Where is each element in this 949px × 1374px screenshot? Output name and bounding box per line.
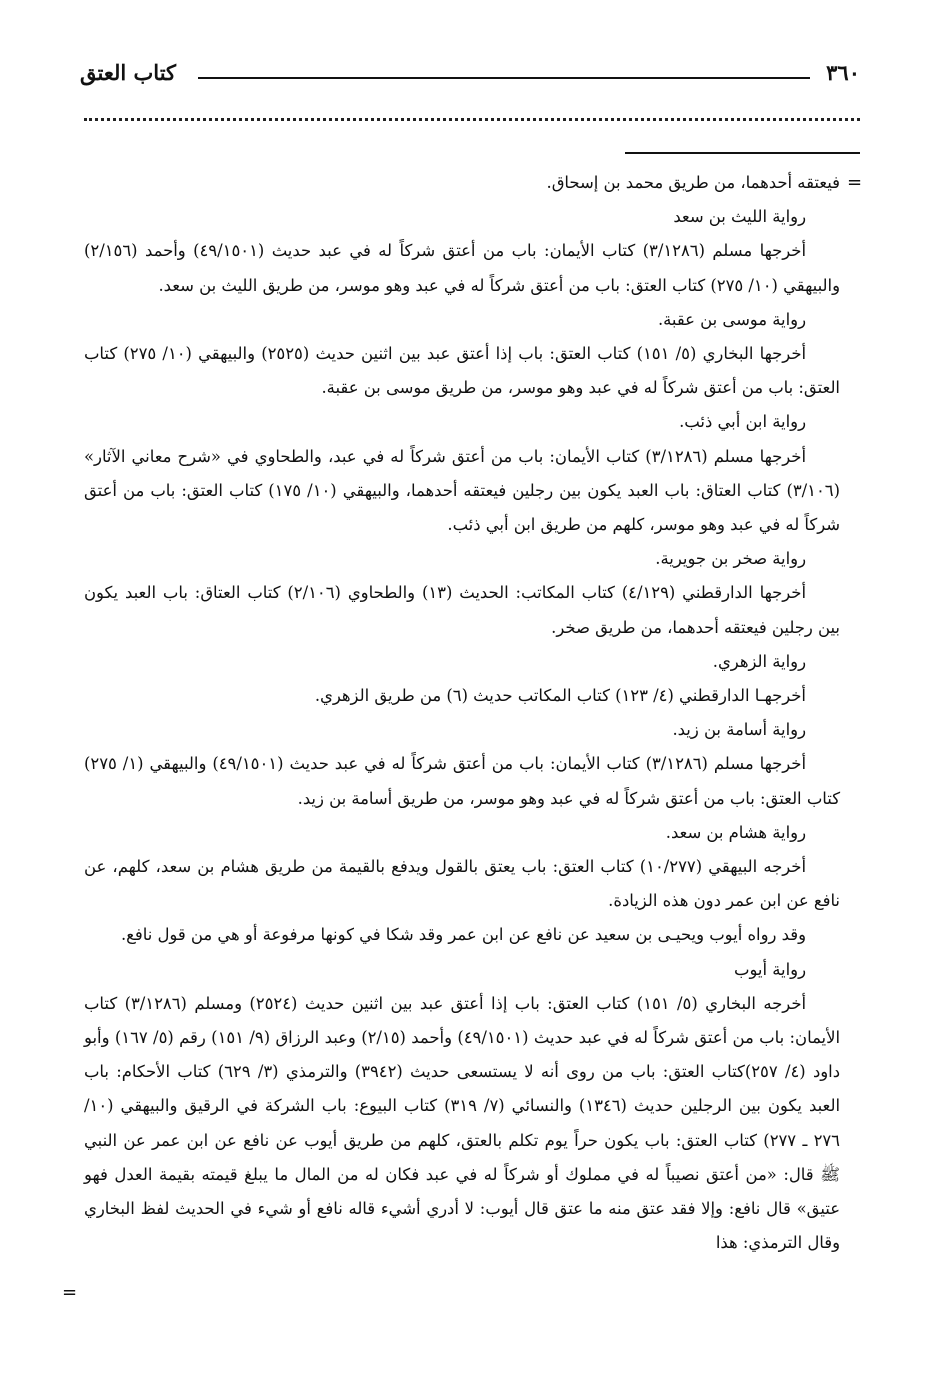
page-number: ٣٦٠: [826, 60, 860, 85]
text-line: أخرجها مسلم (٣/١٢٨٦) كتاب الأيمان: باب من أعتق شركاً له في عبد، والطحاوي في «شرح معاني الآثار» (٣/١٠٦) كتاب العتاق: باب العبد يكون بين رجلين فيعتقه أحدهما، والبيهقي (١٠/ ١٧٥) كتاب العتق: باب من أعتق شركاً له في عبد وهو موسر، كلهم من طريق ابن أبي ذئب.: [84, 446, 841, 535]
text-line: أخرجه البخاري (٥/ ١٥١) كتاب العتق: باب إذا أعتق عبد بين اثنين حديث (٢٥٢٤) ومسلم (٣/١٢٨٦) كتاب الأيمان: باب من أعتق شركاً له في عبد حديث (٤٩/١٥٠١) وأحمد (٢/١٥) وعبد الرزاق (٩/ ١٥١) رقم (٥/ ١٦٧) وأبو داود (٤/ ٢٥٧)كتاب العتق: باب من روى أنه لا يستسعى حديث (٣٩٤٢) والترمذي (٣/ ٦٢٩) كتاب الأحكام: باب العبد يكون بين الرجلين حديث (١٣٤٦) والنسائي (٧/ ٣١٩) كتاب البيوع: باب الشركة في الرقيق والبيهقي (١٠/ ٢٧٦ ـ ٢٧٧) كتاب العتق: باب يكون حراً يوم تكلم بالعتق، كلهم من طريق أيوب عن نافع عن ابن عمر عن النبي ﷺ قال: «من أعتق نصيباً له في مملوك أو شركاً له في عبد فكان له من المال ما يبلغ قيمته بقيمة العدل فهو عتيق» قال نافع: وإلا فقد عتق منه ما عتق قال أيوب: لا أدري أشيء قاله نافع أو شيء في الحديث لفظ البخاري وقال الترمذي: هذا: [84, 993, 841, 1253]
continuation-marker-bottom: =: [62, 1282, 78, 1303]
text-line: أخرجهـا الدارقطني (٤/ ١٢٣) كتاب المكاتب حديث (٦) من طريق الزهري.: [314, 686, 806, 706]
narration-heading: رواية أسامة بن زيد.: [672, 720, 806, 740]
text-line: أخرجه البيهقي (١٠/٢٧٧) كتاب العتق: باب يعتق بالقول ويدفع بالقيمة من طريق هشام بن سعد، كلهم، عن نافع عن ابن عمر دون هذه الزيادة.: [84, 857, 840, 911]
text-line: أخرجها مسلم (٣/١٢٨٦) كتاب الأيمان: باب من أعتق شركاً له في عبد حديث (٤٩/١٥٠١) وأحمد (٢/١٥٦) والبيهقي (١٠/ ٢٧٥) كتاب العتق: باب من أعتق شركاً له في عبد وهو موسر، من طريق الليث بن سعد.: [84, 241, 840, 295]
text-line: أخرجها البخاري (٥/ ١٥١) كتاب العتق: باب إذا أعتق عبد بين اثنين حديث (٢٥٢٥) والبيهقي (١٠/ ٢٧٥) كتاب العتق: باب من أعتق شركاً له في عبد وهو موسر، من طريق موسى بن عقبة.: [84, 344, 840, 398]
narration-heading: رواية صخر بن جويرية.: [655, 549, 806, 569]
narration-heading: رواية الليث بن سعد: [673, 207, 806, 227]
narration-heading: رواية الزهري.: [712, 651, 806, 671]
footnote-text: [84, 166, 840, 1261]
narration-heading: رواية أيوب: [734, 959, 806, 979]
continuation-marker-top: =: [847, 172, 863, 193]
page-header: [80, 60, 860, 94]
text-line: وقد رواه أيوب ويحيـى بن سعيد عن نافع عن ابن عمر وقد شكا في كونها مرفوعة أو هي من قول نافع.: [120, 925, 806, 945]
header-rule: [198, 77, 810, 79]
text-line: أخرجها مسلم (٣/١٢٨٦) كتاب الأيمان: باب من أعتق شركاً له في عبد حديث (٤٩/١٥٠١) والبيهقي (١/ ٢٧٥) كتاب العتق: باب من أعتق شركاً له في عبد وهو موسر، من طريق أسامة بن زيد.: [84, 754, 840, 808]
text-line: أخرجها الدارقطني (٤/١٢٩) كتاب المكاتب: الحديث (١٣) والطحاوي (٢/١٠٦) كتاب العتاق: باب العبد يكون بين رجلين فيعتقه أحدهما، من طريق صخر.: [84, 583, 840, 637]
narration-heading: رواية هشام بن سعد.: [665, 822, 806, 842]
dotted-separator: [84, 118, 860, 135]
text-line: فيعتقه أحدهما، من طريق محمد بن إسحاق.: [546, 173, 840, 192]
book-title: كتاب العتق: [80, 60, 177, 85]
narration-heading: رواية موسى بن عقبة.: [657, 309, 806, 329]
narration-heading: رواية ابن أبي ذئب.: [679, 412, 806, 432]
footnote-rule: [625, 152, 860, 154]
